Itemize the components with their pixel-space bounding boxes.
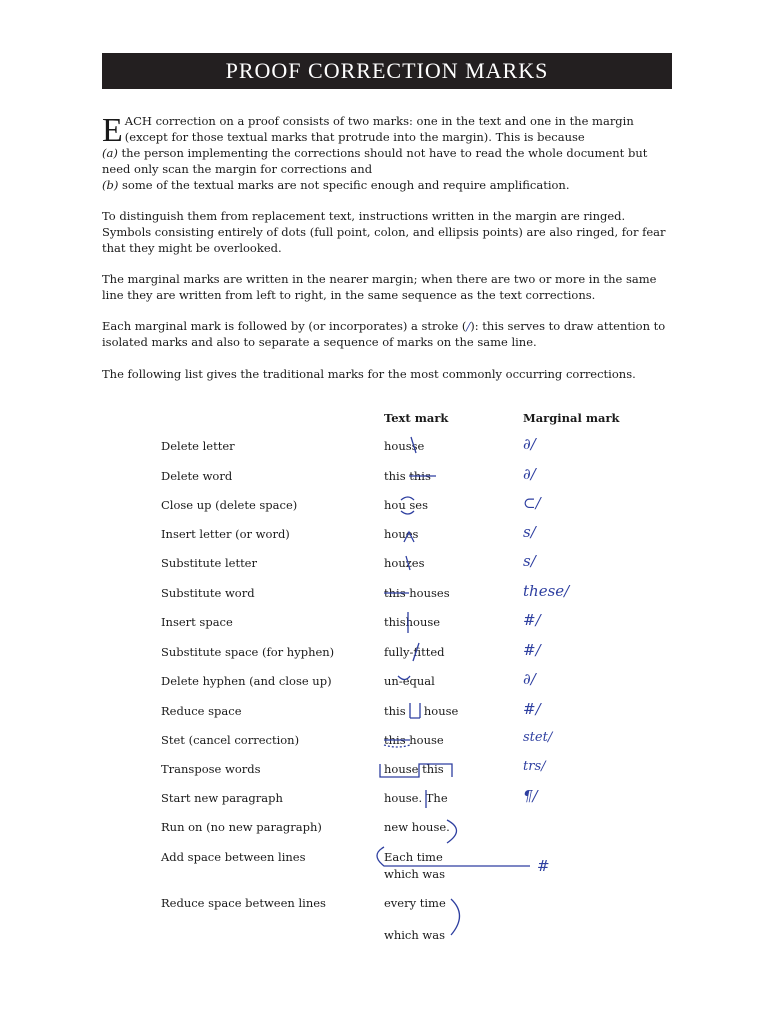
row-text-mark: this houses: [384, 586, 450, 600]
intro-paragraph-5: The following list gives the traditional marks for the most commonly occurring corrections.: [102, 367, 636, 381]
row-text-mark-line2: which was: [384, 928, 446, 942]
row-text-mark: new house.: [384, 820, 450, 834]
row-label: Delete word: [161, 469, 233, 483]
row-margin-mark: #/: [523, 641, 541, 659]
row-margin-mark: ∂/: [523, 670, 536, 688]
row-margin-mark: ∂/: [523, 465, 536, 483]
row-text-mark: this house: [384, 704, 459, 718]
intro-paragraph-2: To distinguish them from replacement text, instructions written in the margin are ringed. Symbols consisting entirely of dots (full point, colon, and ellipsis points) are also ringed, for fear that they might be overlooked.: [102, 209, 666, 255]
intro-text-4a: Each marginal mark is followed by (or incorporates) a stroke (: [102, 319, 467, 333]
row-text-mark: housse: [384, 439, 425, 453]
drop-cap: E: [102, 112, 123, 149]
row-label: Substitute letter: [161, 556, 257, 570]
row-label: Insert space: [161, 615, 233, 629]
row-label: Delete letter: [161, 439, 235, 453]
row-margin-mark: #/: [523, 700, 541, 718]
row-text-mark: houes: [384, 527, 419, 541]
row-margin-mark: trs/: [523, 759, 546, 774]
row-margin-mark: ∂/: [523, 435, 536, 453]
row-label: Substitute word: [161, 586, 255, 600]
row-margin-mark: ⊂/: [523, 494, 541, 512]
row-label: Reduce space between lines: [161, 896, 326, 910]
row-margin-mark: these/: [523, 582, 570, 600]
row-label: Delete hyphen (and close up): [161, 674, 332, 688]
row-text-mark: house this: [384, 762, 444, 776]
intro-paragraph-3: The marginal marks are written in the nearer margin; when there are two or more in the same line they are written from left to right, in the same sequence as the text corrections.: [102, 272, 657, 302]
list-label-b: (b): [102, 178, 119, 192]
row-text-mark: houzes: [384, 556, 425, 570]
page-title: PROOF CORRECTION MARKS: [102, 53, 672, 89]
intro-paragraph-1: [102, 113, 673, 193]
row-text-mark-line2: which was: [384, 867, 446, 881]
row-label: Transpose words: [161, 762, 261, 776]
row-label: Reduce space: [161, 704, 242, 718]
row-label: Substitute space (for hyphen): [161, 645, 335, 659]
row-text-mark: every time: [384, 896, 446, 910]
intro-text-1: ACH correction on a proof consists of two marks: one in the text and one in the margin (except for those textual marks that protrude into the margin). This is because: [124, 114, 634, 144]
intro-text-1a: the person implementing the corrections should not have to read the whole document but need only scan the margin for corrections and: [102, 146, 648, 176]
intro-paragraph-4: [102, 318, 673, 350]
row-text-mark: house. The: [384, 791, 448, 805]
row-margin-mark: #: [537, 857, 550, 875]
row-label: Close up (delete space): [161, 498, 298, 512]
header-text-mark: Text mark: [384, 411, 449, 425]
row-margin-mark: s/: [523, 523, 536, 541]
row-margin-mark: #/: [523, 611, 541, 629]
intro-text-1b: some of the textual marks are not specific enough and require amplification.: [118, 178, 570, 192]
row-text-mark: un-equal: [384, 674, 435, 688]
row-text-mark: fully-fitted: [384, 645, 445, 659]
row-text-mark: this this: [384, 469, 431, 483]
row-text-mark: hou ses: [384, 498, 429, 512]
row-label: Add space between lines: [161, 850, 306, 864]
row-margin-mark: stet/: [523, 730, 553, 745]
row-label: Insert letter (or word): [161, 527, 290, 541]
reduce-lines-mark: [451, 899, 460, 935]
intro-text-4b: ): this serves to draw attention to isolated marks and also to separate a sequence of marks on the same line.: [102, 319, 666, 349]
row-text-mark: this house: [384, 733, 444, 747]
row-label: Stet (cancel correction): [161, 733, 300, 747]
stroke-mark: /: [466, 319, 471, 333]
row-label: Start new paragraph: [161, 791, 283, 805]
list-label-a: (a): [102, 146, 118, 160]
row-text-mark: thishouse: [384, 615, 441, 629]
row-label: Run on (no new paragraph): [161, 820, 322, 834]
row-margin-mark: s/: [523, 552, 536, 570]
row-text-mark: Each time: [384, 850, 443, 864]
row-margin-mark: ¶/: [523, 787, 538, 805]
header-marginal-mark: Marginal mark: [523, 411, 620, 425]
